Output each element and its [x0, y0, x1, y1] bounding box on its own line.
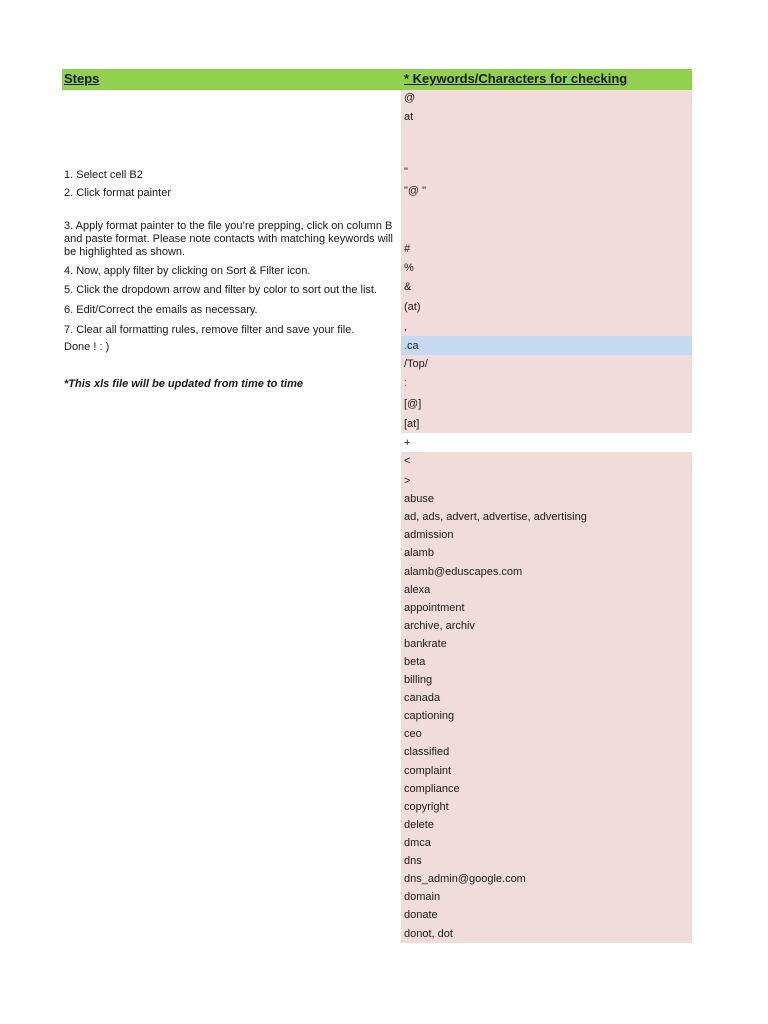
- keyword-cell[interactable]: [401, 392, 692, 413]
- keyword-cell[interactable]: [401, 107, 692, 126]
- keyword-cell[interactable]: [401, 725, 692, 743]
- keyword-cell[interactable]: [401, 888, 692, 906]
- keyword-text: ad, ads, advert, advertise, advertising: [404, 511, 587, 523]
- keyword-cell[interactable]: [401, 544, 692, 562]
- keyword-text: donot, dot: [404, 928, 453, 940]
- keyword-cell[interactable]: [401, 707, 692, 725]
- keyword-text: alamb@eduscapes.com: [404, 566, 523, 578]
- keyword-text: [@]: [404, 398, 422, 410]
- keyword-text: <: [404, 455, 411, 467]
- keyword-cell[interactable]: [401, 508, 692, 526]
- keyword-cell[interactable]: [401, 258, 692, 277]
- keyword-text: copyright: [404, 801, 449, 813]
- keyword-cell[interactable]: [401, 689, 692, 707]
- keyword-cell[interactable]: [401, 200, 692, 258]
- step-5[interactable]: 5. Click the dropdown arrow and filter by color to sort out the list.: [64, 284, 378, 296]
- keyword-text: alexa: [404, 584, 431, 596]
- keyword-text: "@ ": [404, 185, 427, 197]
- keyword-cell[interactable]: [401, 296, 692, 316]
- keyword-cell[interactable]: [401, 355, 692, 373]
- keyword-text: +: [404, 437, 411, 449]
- keyword-text: >: [404, 475, 411, 487]
- keyword-cell[interactable]: [401, 581, 692, 599]
- keyword-text: donate: [404, 909, 438, 921]
- keyword-cell[interactable]: [401, 526, 692, 544]
- keyword-text: (at): [404, 301, 421, 313]
- keyword-text: alamb: [404, 547, 434, 559]
- keyword-text: billing: [404, 674, 433, 686]
- keyword-cell[interactable]: [401, 277, 692, 296]
- step-2[interactable]: 2. Click format painter: [64, 187, 171, 199]
- keyword-text: at: [404, 111, 414, 123]
- keyword-text: :: [404, 377, 408, 389]
- keyword-cell[interactable]: [401, 780, 692, 798]
- keyword-cell[interactable]: [401, 452, 692, 470]
- step-7[interactable]: 7. Clear all formatting rules, remove filter and save your file.: [64, 324, 355, 336]
- keyword-text: &: [404, 281, 412, 293]
- keyword-cell[interactable]: [401, 316, 692, 336]
- keyword-cell[interactable]: [401, 470, 692, 490]
- keyword-text: dns_admin@google.com: [404, 873, 526, 885]
- header-row: [62, 69, 692, 90]
- keyword-text: admission: [404, 529, 454, 541]
- keyword-cell[interactable]: [401, 834, 692, 852]
- step-1[interactable]: 1. Select cell B2: [64, 169, 143, 181]
- keyword-text: compliance: [404, 783, 460, 795]
- keyword-text: dmca: [404, 837, 431, 849]
- step-4[interactable]: 4. Now, apply filter by clicking on Sort & Filter icon.: [64, 265, 311, 277]
- keyword-cell[interactable]: [401, 870, 692, 888]
- keyword-cell[interactable]: [401, 924, 692, 943]
- keyword-text: /Top/: [404, 358, 428, 370]
- keyword-text: ,: [404, 321, 408, 333]
- keyword-text: [at]: [404, 418, 420, 430]
- keyword-text: beta: [404, 656, 426, 668]
- keyword-cell[interactable]: [401, 852, 692, 870]
- step-6[interactable]: 6. Edit/Correct the emails as necessary.: [64, 304, 258, 316]
- keyword-text: ceo: [404, 728, 422, 740]
- keyword-text: %: [404, 262, 414, 274]
- keyword-text: canada: [404, 692, 441, 704]
- keyword-text: @: [404, 92, 416, 104]
- keyword-cell[interactable]: [401, 181, 692, 200]
- keyword-text: domain: [404, 891, 441, 903]
- keyword-cell-selected[interactable]: [401, 336, 692, 355]
- keyword-cell[interactable]: [401, 90, 692, 107]
- keyword-cell[interactable]: [401, 798, 692, 816]
- keywords-header[interactable]: * Keywords/Characters for checking: [404, 71, 628, 86]
- keyword-cell[interactable]: [401, 413, 692, 433]
- keyword-cell[interactable]: [401, 761, 692, 780]
- step-3[interactable]: 3. Apply format painter to the file you’re prepping, click on column B and paste format. Please note contacts with matching keywords will be highlighted as shown.: [64, 220, 393, 258]
- keyword-text: classified: [404, 746, 450, 758]
- keyword-text: appointment: [404, 602, 465, 614]
- keyword-cell[interactable]: [401, 635, 692, 653]
- keyword-text: .ca: [404, 340, 419, 352]
- keyword-cell[interactable]: [401, 562, 692, 581]
- keyword-cell[interactable]: [401, 433, 692, 452]
- keyword-text: delete: [404, 819, 434, 831]
- keyword-cell[interactable]: [401, 617, 692, 635]
- keyword-text: complaint: [404, 765, 452, 777]
- keyword-text: abuse: [404, 493, 434, 505]
- keyword-cell[interactable]: [401, 671, 692, 689]
- keyword-cell[interactable]: [401, 599, 692, 617]
- keyword-cell[interactable]: [401, 816, 692, 834]
- steps-header[interactable]: Steps: [64, 71, 100, 86]
- keyword-cell[interactable]: [401, 653, 692, 671]
- update-note[interactable]: *This xls file will be updated from time to time: [64, 378, 303, 390]
- keyword-text: ": [404, 166, 408, 178]
- keyword-text: bankrate: [404, 638, 447, 650]
- keyword-cell[interactable]: [401, 906, 692, 924]
- step-done[interactable]: Done ! : ): [64, 341, 110, 353]
- keyword-text: dns: [404, 855, 422, 867]
- keyword-text: archive, archiv: [404, 620, 475, 632]
- keyword-cell[interactable]: [401, 490, 692, 508]
- keyword-text: captioning: [404, 710, 455, 722]
- keyword-cell[interactable]: [401, 373, 692, 392]
- keyword-cell[interactable]: [401, 126, 692, 181]
- keyword-text: #: [404, 243, 411, 255]
- keyword-cell[interactable]: [401, 743, 692, 761]
